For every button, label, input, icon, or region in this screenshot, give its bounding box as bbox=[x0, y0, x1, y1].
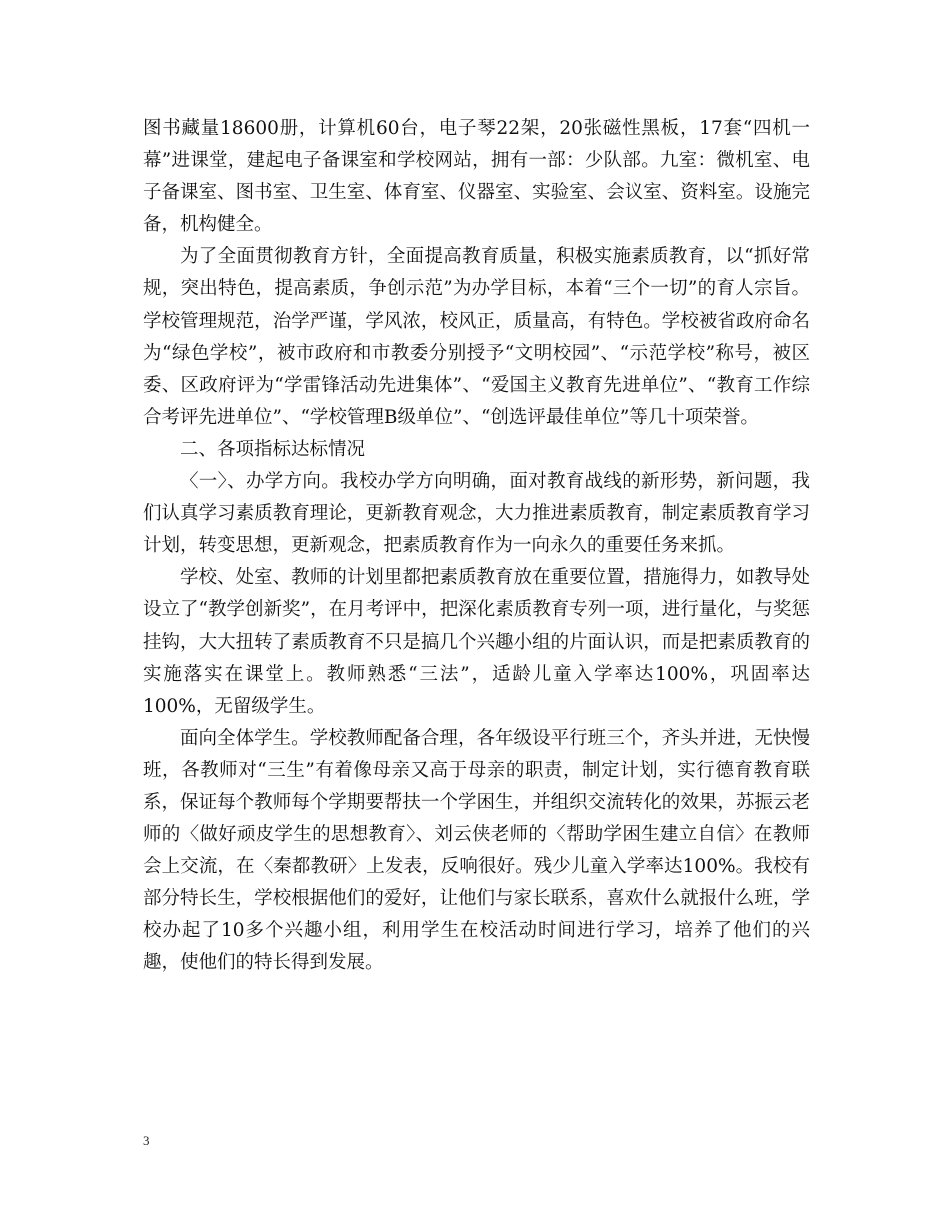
paragraph-school-direction: 〈一〉、办学方向。我校办学方向明确，面对教育战线的新形势，新问题，我们认真学习素质教育理论，更新教育观念，大力推进素质教育，制定素质教育学习计划，转变思想，更新观念，把素质教育作为一向永久的重要任务来抓。 bbox=[143, 471, 810, 557]
section-heading-indicators: 二、各项指标达标情况 bbox=[180, 438, 366, 460]
paragraph-teacher-plans: 学校、处室、教师的计划里都把素质教育放在重要位置，措施得力，如教导处设立了“教学创新奖”，在月考评中，把深化素质教育专列一项，进行量化，与奖惩挂钩，大大扭转了素质教育不只是搞几个兴趣小组的片面认识，而是把素质教育的实施落实在课堂上。教师熟悉“三法”，适龄儿童入学率达100%，巩固率达100%，无留级学生。 bbox=[143, 567, 810, 717]
paragraph-facilities: 图书藏量18600册，计算机60台，电子琴22架，20张磁性黑板，17套“四机一幕”进课堂，建起电子备课室和学校网站，拥有一部：少队部。九室：微机室、电子备课室、图书室、卫生室、体育室、仪器室、实验室、会议室、资料室。设施完备，机构健全。 bbox=[143, 118, 810, 236]
paragraph-goals-honors: 为了全面贯彻教育方针，全面提高教育质量，积极实施素质教育，以“抓好常规，突出特色，提高素质，争创示范”为办学目标，本着“三个一切”的育人宗旨。学校管理规范，治学严谨，学风浓，校风正，质量高，有特色。学校被省政府命名为“绿色学校”，被市政府和市教委分别授予“文明校园”、“示范学校”称号，被区委、区政府评为“学雷锋活动先进集体”、“爱国主义教育先进单位”、“教育工作综合考评先进单位”、“学校管理B级单位”、“创选评最佳单位”等几十项荣誉。 bbox=[143, 246, 810, 428]
document-body bbox=[143, 113, 810, 980]
paragraph-all-students: 面向全体学生。学校教师配备合理，各年级设平行班三个，齐头并进，无快慢班，各教师对“三生”有着像母亲又高于母亲的职责，制定计划，实行德育教育联系，保证每个教师每个学期要帮扶一个学困生，并组织交流转化的效果，苏振云老师的〈做好顽皮学生的思想教育〉、刘云侠老师的〈帮助学困生建立自信〉在教师会上交流，在〈秦都教研〉上发表，反响很好。残少儿童入学率达100%。我校有部分特长生，学校根据他们的爱好，让他们与家长联系，喜欢什么就报什么班，学校办起了10多个兴趣小组，利用学生在校活动时间进行学习，培养了他们的兴趣，使他们的特长得到发展。 bbox=[143, 727, 810, 974]
page-number: 3 bbox=[143, 1133, 150, 1148]
